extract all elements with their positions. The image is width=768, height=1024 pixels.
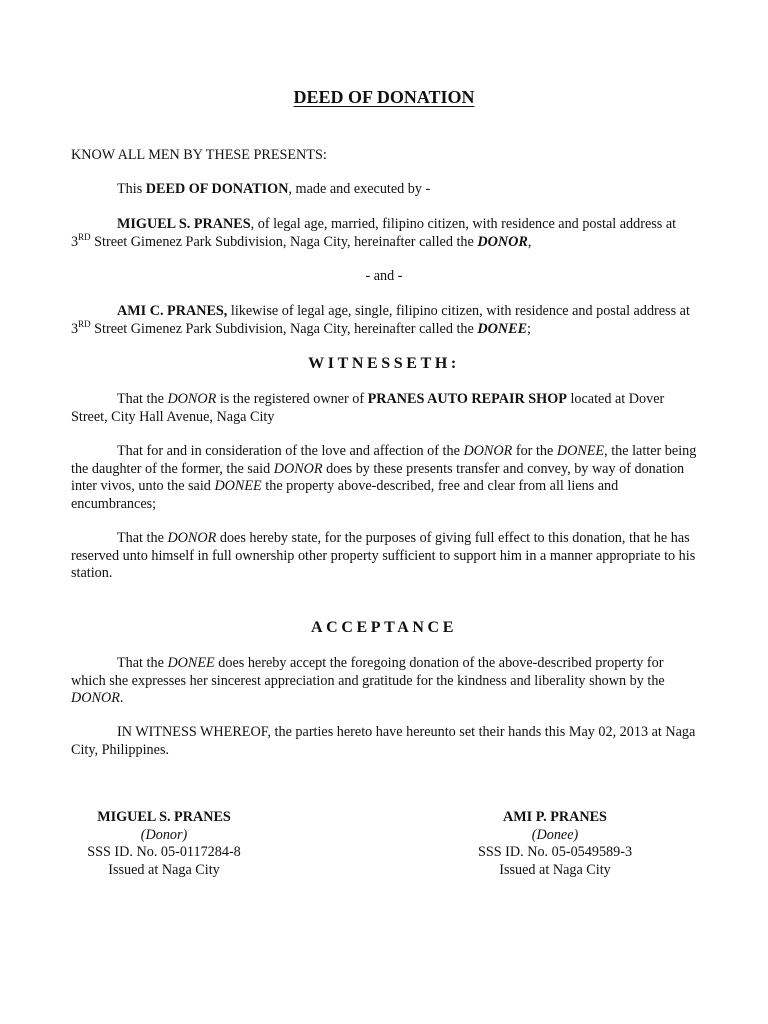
witnesseth-heading: WITNESSETH: <box>308 355 460 372</box>
opening-line: KNOW ALL MEN BY THESE PRESENTS: <box>71 147 327 163</box>
reservation-paragraph: That the DONOR does hereby state, for the purposes of giving full effect to this donation, that he has reserved unto himself in full ownership other property sufficient to support him in a manner appropriate to his station. <box>71 530 696 582</box>
acceptance-heading: ACCEPTANCE <box>311 619 457 636</box>
donor-issued-at: Issued at Naga City <box>108 861 220 878</box>
donor-name: MIGUEL S. PRANES <box>97 809 231 825</box>
donee-signature-block <box>455 809 655 879</box>
donor-signature-block <box>64 809 264 879</box>
donee-issued-at: Issued at Naga City <box>499 861 611 878</box>
donor-sss-id: SSS ID. No. 05-0117284-8 <box>87 844 241 861</box>
donee-name: AMI P. PRANES <box>503 809 607 825</box>
acceptance-paragraph: That the DONEE does hereby accept the foregoing donation of the above-described property for which she expresses her sincerest appreciation and gratitude for the kindness and liberality shown by the DONOR. <box>71 655 665 707</box>
witness-whereof-paragraph: IN WITNESS WHEREOF, the parties hereto have hereunto set their hands this May 02, 2013 at Naga City, Philippines. <box>71 724 696 758</box>
intro-paragraph: This DEED OF DONATION, made and executed by - <box>117 181 431 197</box>
and-separator: - and - <box>365 268 403 284</box>
document-title: DEED OF DONATION <box>293 87 475 107</box>
donee-sss-id: SSS ID. No. 05-0549589-3 <box>477 844 633 861</box>
donee-role: (Donee) <box>531 826 579 843</box>
donor-role: (Donor) <box>140 826 188 843</box>
donee-paragraph: AMI C. PRANES, likewise of legal age, single, filipino citizen, with residence and postal address at 3RD Street Gimenez Park Subdivision, Naga City, hereinafter called the DONEE; <box>71 303 690 337</box>
ownership-paragraph: That the DONOR is the registered owner of PRANES AUTO REPAIR SHOP located at Dover Street, City Hall Avenue, Naga City <box>71 391 665 425</box>
consideration-paragraph: That for and in consideration of the love and affection of the DONOR for the DONEE, the latter being the daughter of the former, the said DONOR does by these presents transfer and convey, by way of donation inter vivos, unto the said DONEE the property above-described, free and clear from all liens and encumbrances; <box>71 443 697 512</box>
donor-paragraph: MIGUEL S. PRANES, of legal age, married, filipino citizen, with residence and postal address at 3RD Street Gimenez Park Subdivision, Naga City, hereinafter called the DONOR, <box>71 216 677 250</box>
